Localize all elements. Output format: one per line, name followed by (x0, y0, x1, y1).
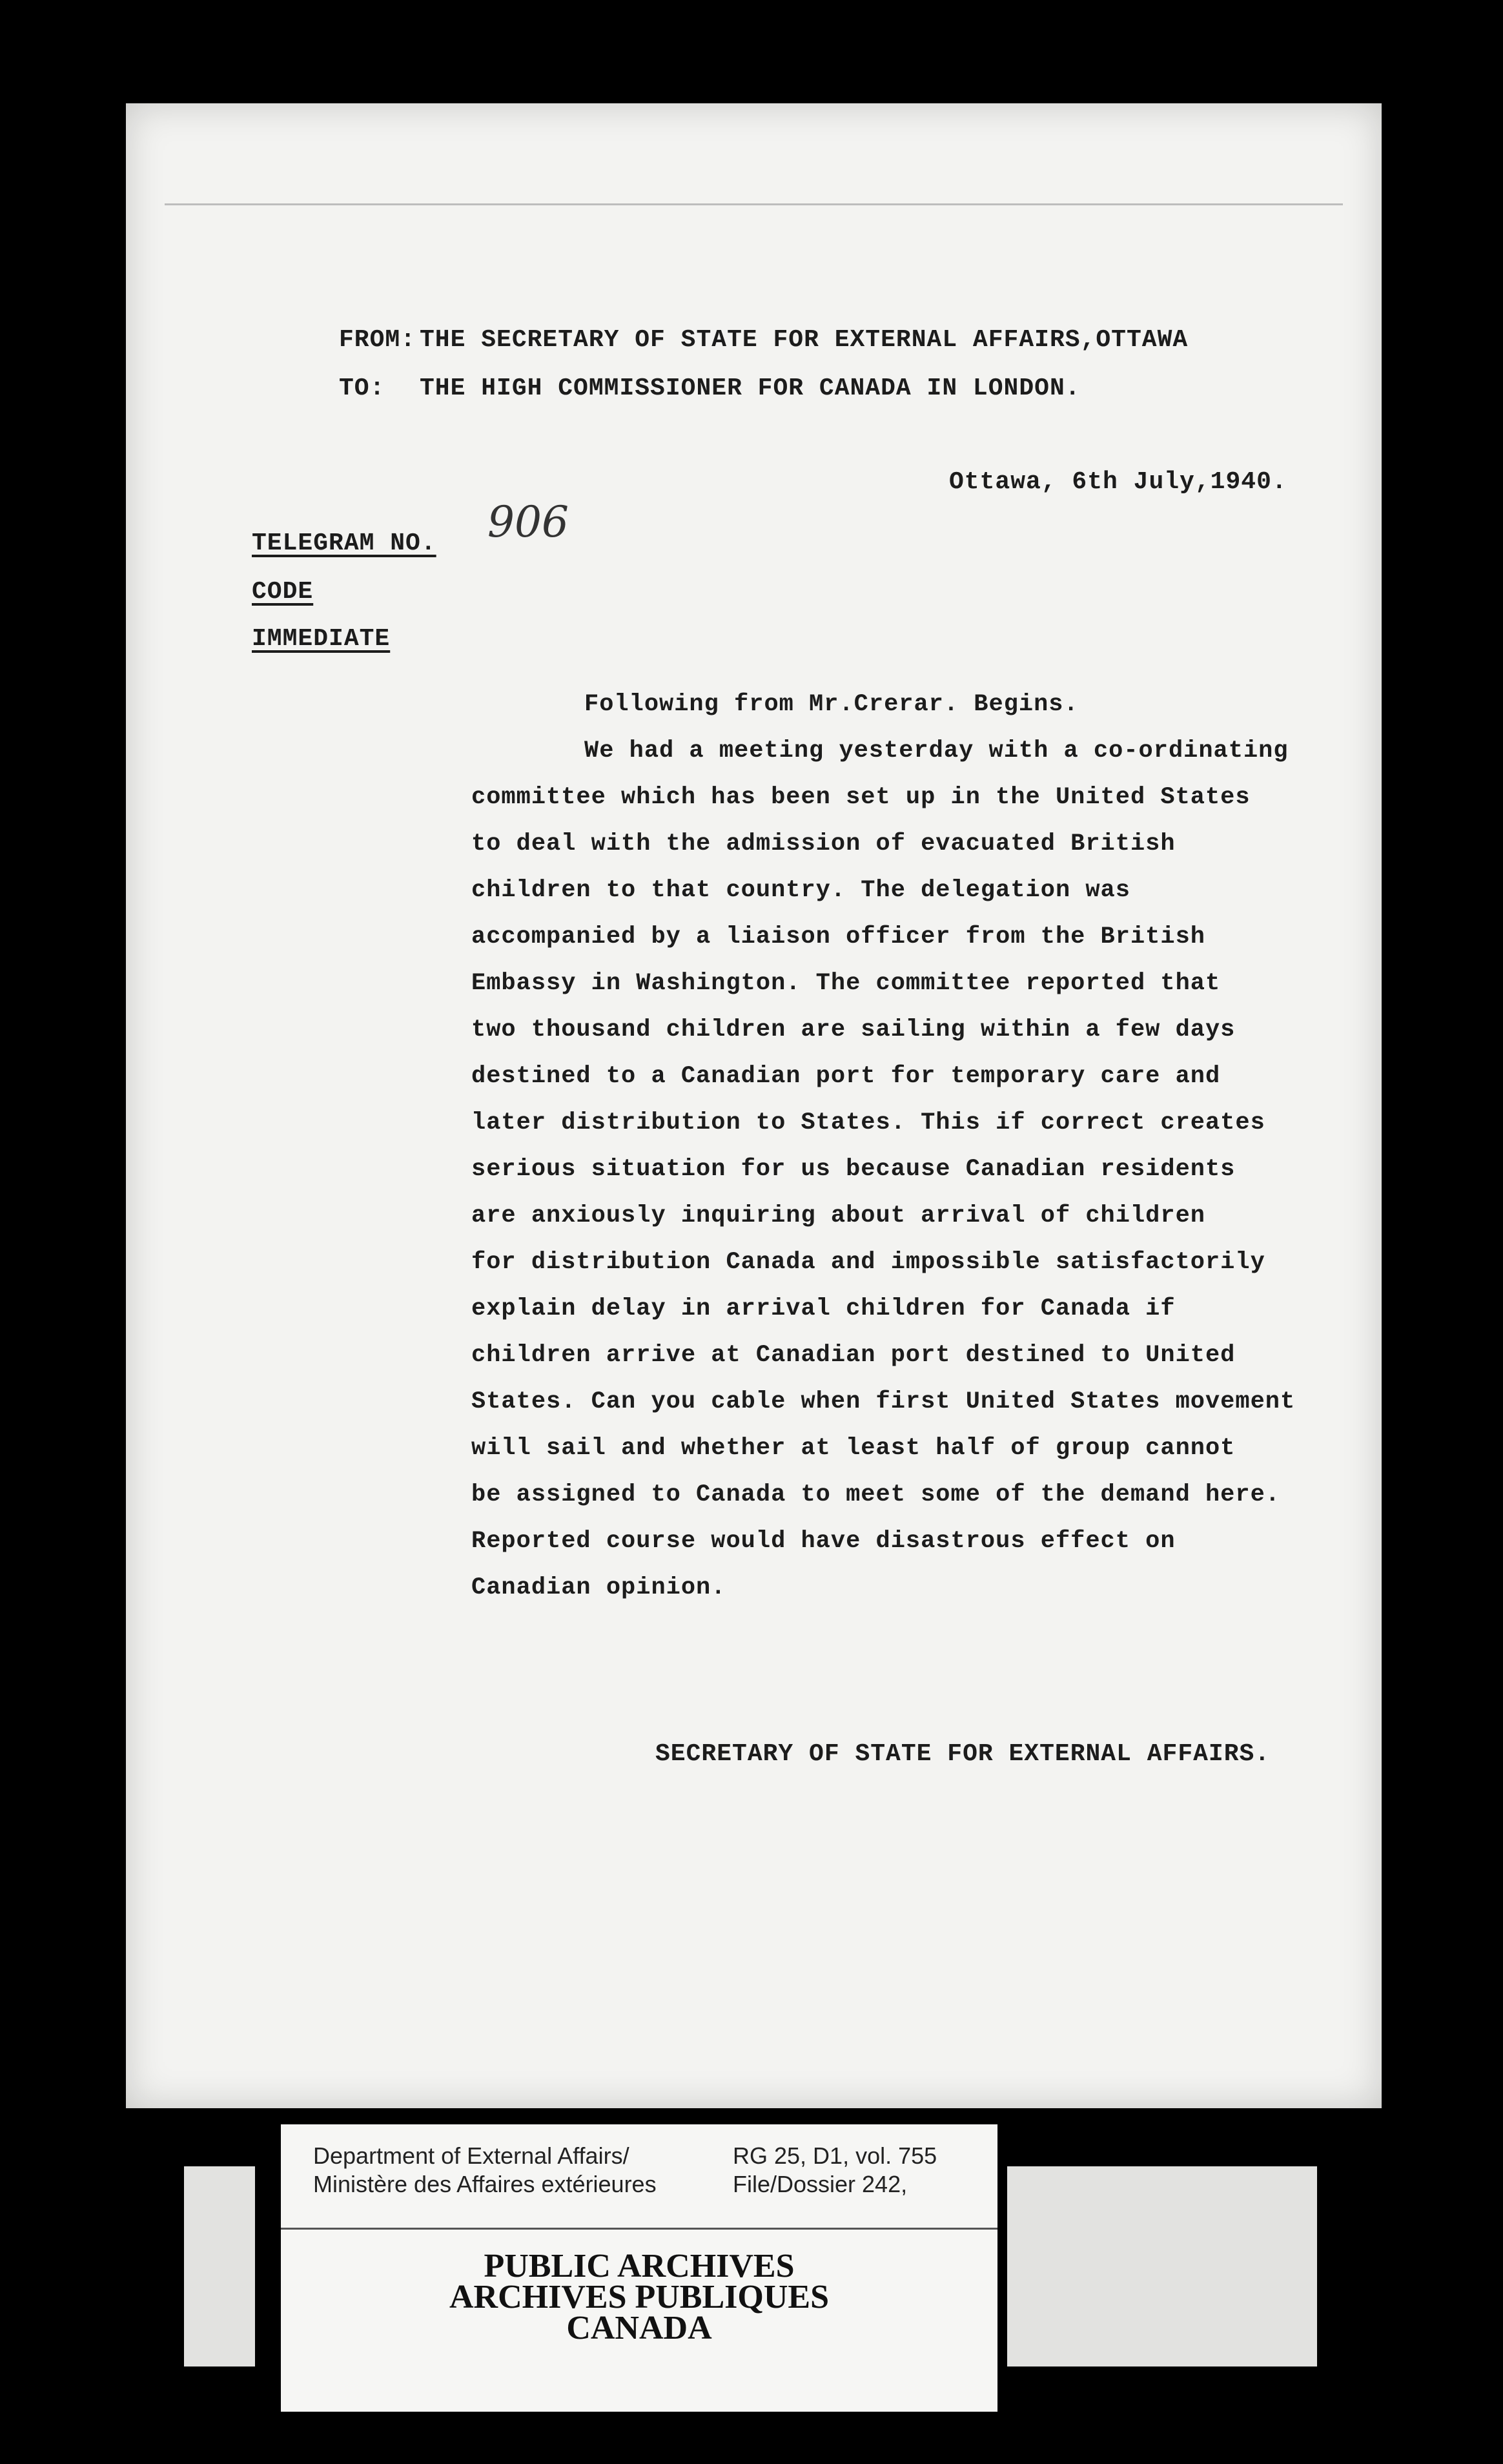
dept-fr: Ministère des Affaires extérieures (313, 2171, 657, 2197)
code-label: CODE (252, 578, 314, 606)
body-line: Embassy in Washington. The committee reported that (471, 970, 1221, 997)
archives-title-fr: ARCHIVES PUBLIQUES (449, 2279, 830, 2315)
body-line: are anxiously inquiring about arrival of children (471, 1202, 1205, 1229)
body-line: later distribution to States. This if correct creates (471, 1109, 1265, 1136)
body-line: destined to a Canadian port for temporary care and (471, 1063, 1221, 1090)
from-line (339, 326, 1188, 354)
label-tab-right (1007, 2166, 1317, 2366)
body-line: Reported course would have disastrous effect on (471, 1528, 1176, 1555)
body-line: explain delay in arrival children for Canada if (471, 1295, 1176, 1322)
page-fold-line (165, 203, 1343, 205)
body-line: for distribution Canada and impossible satisfactorily (471, 1249, 1265, 1276)
body-line: We had a meeting yesterday with a co-ordinating (584, 737, 1289, 765)
from-value: THE SECRETARY OF STATE FOR EXTERNAL AFFAIRS,OTTAWA (420, 326, 1189, 354)
signature: SECRETARY OF STATE FOR EXTERNAL AFFAIRS. (655, 1740, 1271, 1768)
body-line: two thousand children are sailing within a few days (471, 1016, 1236, 1043)
to-line (339, 375, 1081, 402)
body-line: children to that country. The delegation was (471, 877, 1130, 904)
to-value: THE HIGH COMMISSIONER FOR CANADA IN LONDON. (420, 375, 1081, 402)
dept-en: Department of External Affairs/ (313, 2142, 629, 2169)
archives-country: CANADA (566, 2310, 712, 2346)
body-line: Following from Mr.Crerar. Begins. (584, 691, 1079, 718)
body-line: accompanied by a liaison officer from the British (471, 923, 1205, 950)
archive-label (281, 2124, 997, 2412)
priority-label: IMMEDIATE (252, 625, 391, 653)
from-label: FROM: (339, 326, 416, 354)
label-tab-left (184, 2166, 255, 2366)
archive-reference: RG 25, D1, vol. 755 (733, 2142, 937, 2169)
body-line: committee which has been set up in the United States (471, 784, 1251, 811)
archives-title-en: PUBLIC ARCHIVES (484, 2248, 795, 2284)
body-line: serious situation for us because Canadian residents (471, 1156, 1236, 1183)
telegram-label: TELEGRAM NO. (252, 529, 436, 557)
body-line: States. Can you cable when first United States movement (471, 1388, 1296, 1415)
date-line: Ottawa, 6th July,1940. (949, 468, 1287, 496)
telegram-number: 906 (487, 497, 569, 547)
body-line: children arrive at Canadian port destined to United (471, 1342, 1236, 1369)
body-line: Canadian opinion. (471, 1574, 726, 1601)
document-page (126, 103, 1382, 2108)
body-line: be assigned to Canada to meet some of the demand here. (471, 1481, 1280, 1508)
to-label: TO: (339, 375, 385, 402)
body-line: will sail and whether at least half of group cannot (471, 1435, 1236, 1462)
file-dossier: File/Dossier 242, (733, 2171, 908, 2197)
archive-label-header (281, 2124, 997, 2230)
body-line: to deal with the admission of evacuated British (471, 830, 1176, 857)
